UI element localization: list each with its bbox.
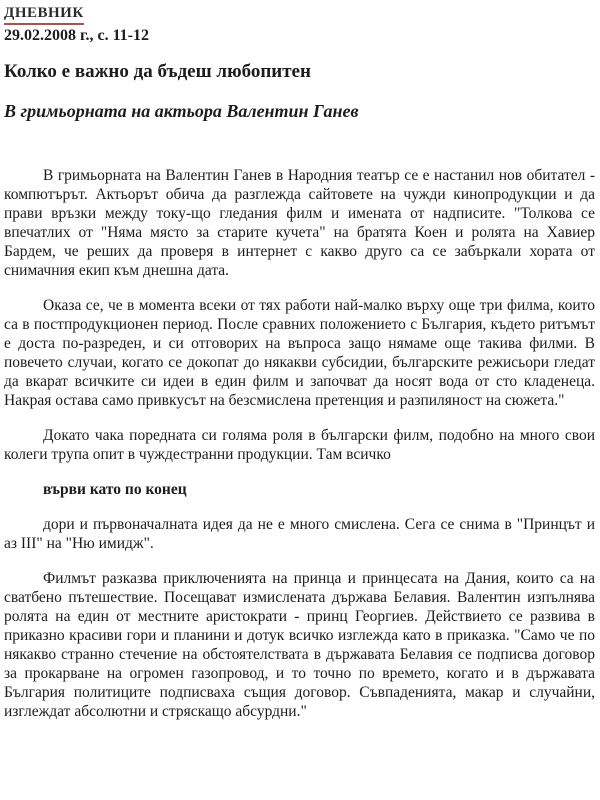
masthead-link[interactable]: ДНЕВНИК [4, 5, 84, 25]
article-subtitle: В гримьорната на актьора Валентин Ганев [4, 101, 359, 121]
paragraph-3: Докато чака поредната си голяма роля в български филм, подобно на много свои колеги трупа опит в чуждестранни продукции. Там всичко [4, 427, 595, 463]
inline-subheading: върви като по конец [43, 481, 187, 498]
paragraph-4: дори и първоначалната идея да не е много смислена. Сега се снима в "Принцът и аз III" на "Ню имидж". [4, 516, 595, 552]
dateline: 29.02.2008 г., с. 11-12 [4, 27, 150, 44]
paragraph-2: Оказа се, че в момента всеки от тях работи най-малко върху още три филма, които са в постпродукционен период. После сравних положението с България, където ритъмът е доста по-разреден, и си отговорих на въпроса защо нямаме още такива филми. В повечето случаи, когато се докопат до някакви субсидии, българските режисьори гледат да вкарат всичките си идеи в един филм и започват да носят вода от сто кладенеца. Накрая остава само привкусът на безсмислена претенция и разпиляност на сюжета." [4, 297, 595, 409]
paragraph-1: В гримьорната на Валентин Ганев в Народния театър се е настанил нов обитател - компютърът. Актьорът обича да разглежда сайтовете на чужди кинопродукции и да прави връзки между току-що гледания филм и имената от надписите. "Толкова се впечатлих от "Няма място за старите кучета" на братята Коен и ролята на Хавиер Бардем, че реших да проверя в интернет с какво друго са се забъркали хората от снимачния екип към днешна дата. [4, 167, 595, 279]
article-title: Колко е важно да бъдеш любопитен [4, 61, 311, 82]
paragraph-5: Филмът разказва приключенията на принца и принцесата на Дания, които са на сватбено пътешествие. Посещават измислената държава Белавия. Валентин изпълнява ролята на един от местните аристократи - принц Георгиев. Действието се развива в приказно красиви гори и планини и дотук всичко изглежда като в приказка. "Само че по някакво странно стечение на обстоятелствата в държавата Белавия се подписва договор за прокарване на огромен газопровод, и то точно по времето, когато и в държавата България политиците подписваха същия договор. Съвпаденията, макар и случайни, изглеждат абсолютни и стряскащо абсурдни." [4, 570, 595, 720]
